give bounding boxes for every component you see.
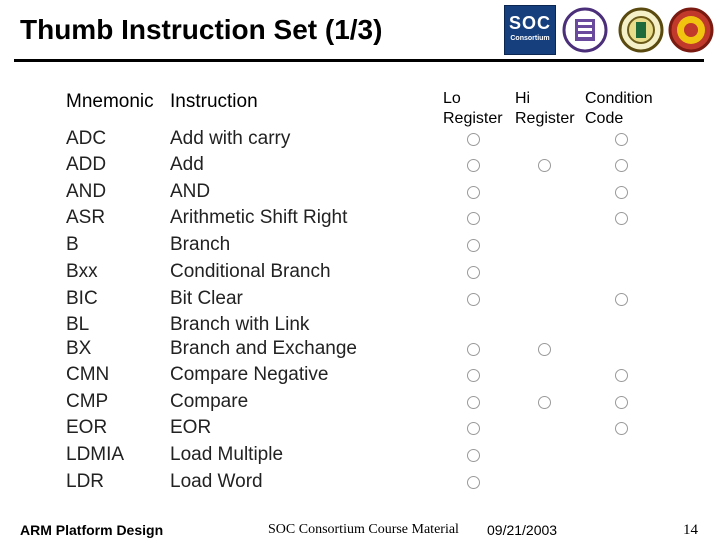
table-row bbox=[0, 181, 720, 207]
lo-support-circle-icon bbox=[467, 369, 480, 382]
mnemonic-cell: AND bbox=[66, 181, 107, 202]
soc-logo-subtext: Consortium bbox=[510, 35, 550, 42]
cond-support-circle-icon bbox=[615, 293, 628, 306]
header-instruction: Instruction bbox=[170, 91, 258, 112]
mnemonic-cell: ADD bbox=[66, 154, 107, 175]
instruction-cell: AND bbox=[170, 181, 211, 202]
cond-support-circle-icon bbox=[615, 369, 628, 382]
mnemonic-cell: LDMIA bbox=[66, 444, 125, 465]
instruction-cell: Branch bbox=[170, 234, 231, 255]
cond-support-circle-icon bbox=[615, 212, 628, 225]
lo-support-circle-icon bbox=[467, 133, 480, 146]
instruction-cell: Compare Negative bbox=[170, 364, 329, 385]
instruction-cell: Add with carry bbox=[170, 128, 291, 149]
table-row bbox=[0, 338, 720, 364]
instruction-cell: EOR bbox=[170, 417, 212, 438]
footer-course-title: ARM Platform Design bbox=[20, 522, 164, 538]
table-row bbox=[0, 261, 720, 287]
header-lo-line1: Lo bbox=[443, 90, 461, 107]
instruction-cell: Conditional Branch bbox=[170, 261, 331, 282]
header-lo-register bbox=[443, 89, 503, 129]
footer-date: 09/21/2003 bbox=[487, 522, 558, 538]
table-row bbox=[0, 471, 720, 497]
header-cond-line2: Code bbox=[585, 110, 624, 127]
header-hi-register bbox=[515, 89, 575, 129]
lo-support-circle-icon bbox=[467, 343, 480, 356]
table-row bbox=[0, 444, 720, 470]
mnemonic-cell: B bbox=[66, 234, 79, 255]
header-hi-line1: Hi bbox=[515, 90, 531, 107]
cond-support-circle-icon bbox=[615, 159, 628, 172]
mnemonic-cell: EOR bbox=[66, 417, 108, 438]
mnemonic-cell: LDR bbox=[66, 471, 105, 492]
instruction-cell: Load Word bbox=[170, 471, 263, 492]
lo-support-circle-icon bbox=[467, 266, 480, 279]
instruction-cell: Branch with Link bbox=[170, 314, 310, 335]
table-row bbox=[0, 314, 720, 340]
mnemonic-cell: Bxx bbox=[66, 261, 98, 282]
mnemonic-cell: CMP bbox=[66, 391, 109, 412]
header-hi-line2: Register bbox=[515, 110, 575, 127]
cond-support-circle-icon bbox=[615, 133, 628, 146]
lo-support-circle-icon bbox=[467, 239, 480, 252]
mnemonic-cell: CMN bbox=[66, 364, 110, 385]
lo-support-circle-icon bbox=[467, 186, 480, 199]
table-row bbox=[0, 288, 720, 314]
instruction-cell: Bit Clear bbox=[170, 288, 243, 309]
header-cond-line1: Condition bbox=[585, 90, 653, 107]
header-condition-code bbox=[585, 89, 653, 129]
hi-support-circle-icon bbox=[538, 343, 551, 356]
table-row bbox=[0, 364, 720, 390]
lo-support-circle-icon bbox=[467, 396, 480, 409]
page-number: 14 bbox=[683, 522, 698, 538]
lo-support-circle-icon bbox=[467, 476, 480, 489]
table-row bbox=[0, 391, 720, 417]
mnemonic-cell: BL bbox=[66, 314, 90, 335]
lo-support-circle-icon bbox=[467, 449, 480, 462]
mnemonic-cell: ASR bbox=[66, 207, 106, 228]
cond-support-circle-icon bbox=[615, 186, 628, 199]
lo-support-circle-icon bbox=[467, 159, 480, 172]
instruction-cell: Branch and Exchange bbox=[170, 338, 357, 359]
table-row bbox=[0, 417, 720, 443]
footer-material: SOC Consortium Course Material bbox=[268, 522, 459, 537]
cond-support-circle-icon bbox=[615, 422, 628, 435]
soc-logo-text: SOC bbox=[508, 13, 551, 33]
mnemonic-cell: BX bbox=[66, 338, 92, 359]
header-lo-line2: Register bbox=[443, 110, 503, 127]
lo-support-circle-icon bbox=[467, 422, 480, 435]
mnemonic-cell: ADC bbox=[66, 128, 107, 149]
table-row bbox=[0, 234, 720, 260]
instruction-cell: Arithmetic Shift Right bbox=[170, 207, 348, 228]
instruction-cell: Load Multiple bbox=[170, 444, 284, 465]
mnemonic-cell: BIC bbox=[66, 288, 98, 309]
instruction-cell: Compare bbox=[170, 391, 249, 412]
table-row bbox=[0, 154, 720, 180]
slide-title: Thumb Instruction Set (1/3) bbox=[20, 14, 383, 45]
instruction-cell: Add bbox=[170, 154, 204, 175]
table-row bbox=[0, 128, 720, 154]
hi-support-circle-icon bbox=[538, 396, 551, 409]
hi-support-circle-icon bbox=[538, 159, 551, 172]
header-mnemonic: Mnemonic bbox=[66, 91, 154, 112]
cond-support-circle-icon bbox=[615, 396, 628, 409]
lo-support-circle-icon bbox=[467, 293, 480, 306]
lo-support-circle-icon bbox=[467, 212, 480, 225]
table-row bbox=[0, 207, 720, 233]
